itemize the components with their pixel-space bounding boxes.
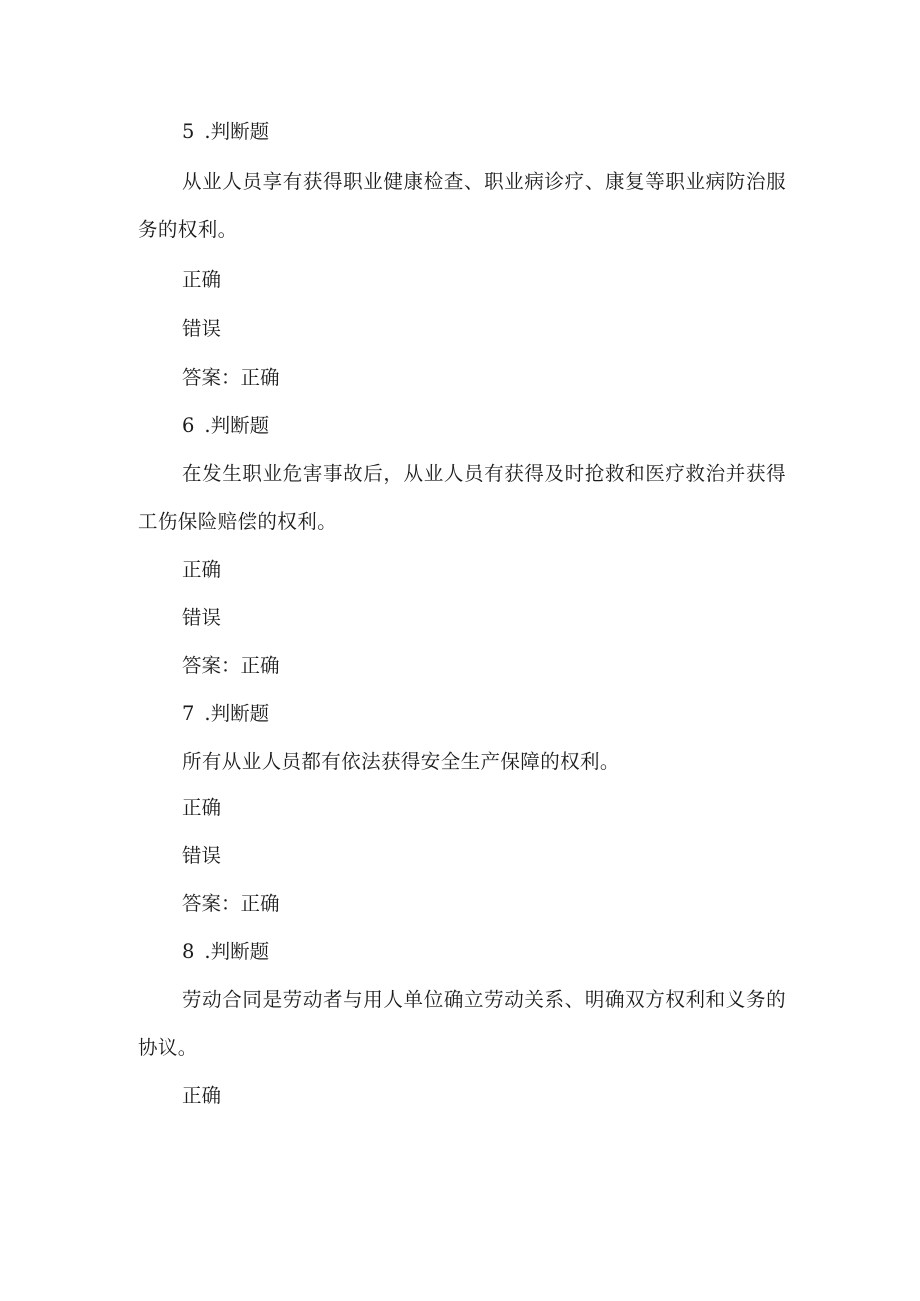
question-5-answer: 答案：正确 <box>182 366 280 389</box>
question-7-option-false: 错误 <box>182 844 222 867</box>
question-7-option-true: 正确 <box>182 796 222 819</box>
question-6-stem: 在发生职业危害事故后，从业人员有获得及时抢救和医疗救治并获得工伤保险赔偿的权利。 <box>138 462 786 533</box>
question-5-option-false: 错误 <box>182 317 222 340</box>
question-type-label: .判断题 <box>204 414 270 437</box>
question-number: 7 <box>182 702 195 725</box>
question-number: 6 <box>182 414 195 437</box>
question-6-option-true: 正确 <box>182 558 222 581</box>
question-5-option-true: 正确 <box>182 268 222 291</box>
question-8-stem: 劳动合同是劳动者与用人单位确立劳动关系、明确双方权利和义务的协议。 <box>138 988 786 1059</box>
question-type-label: .判断题 <box>204 702 270 725</box>
question-7-heading <box>182 702 269 726</box>
question-7-stem: 所有从业人员都有依法获得安全生产保障的权利。 <box>182 750 620 773</box>
question-number: 5 <box>182 120 195 143</box>
question-type-label: .判断题 <box>204 940 270 963</box>
question-7-answer: 答案：正确 <box>182 892 280 915</box>
question-number: 8 <box>182 940 195 963</box>
question-5-heading <box>182 120 269 144</box>
question-8-heading <box>182 940 269 964</box>
question-8-option-true: 正确 <box>182 1084 222 1107</box>
question-6-option-false: 错误 <box>182 606 222 629</box>
question-6-heading <box>182 414 269 438</box>
question-6-answer: 答案：正确 <box>182 654 280 677</box>
question-5-stem: 从业人员享有获得职业健康检查、职业病诊疗、康复等职业病防治服务的权利。 <box>138 170 786 241</box>
question-type-label: .判断题 <box>204 120 270 143</box>
